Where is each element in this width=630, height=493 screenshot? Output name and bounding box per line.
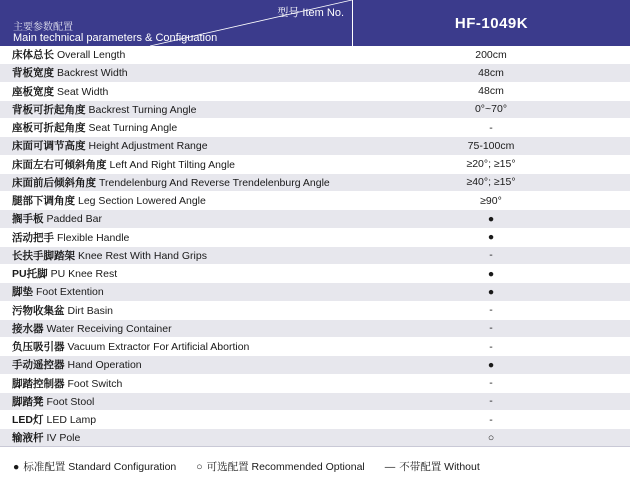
parameter-name-cn: 座板宽度 <box>12 85 54 98</box>
legend <box>13 459 480 474</box>
table-row <box>0 137 630 155</box>
parameter-name-en: Foot Switch <box>67 377 123 390</box>
parameter-name-en: Backrest Width <box>57 67 128 80</box>
table-row <box>0 302 630 320</box>
parameter-name-cn: 腿部下调角度 <box>12 195 75 208</box>
parameter-name-en: Overall Length <box>57 49 126 62</box>
parameters-label-cn: 主要参数配置 <box>13 22 73 33</box>
table-row <box>0 393 630 411</box>
table-row <box>0 283 630 301</box>
parameter-name <box>0 138 352 153</box>
parameter-value: ≥20°; ≥15° <box>466 158 516 171</box>
parameter-value: ● <box>487 285 495 298</box>
parameter-name <box>0 84 352 99</box>
parameter-value: ● <box>487 231 495 244</box>
parameter-value: - <box>489 395 493 408</box>
parameter-value: - <box>489 413 493 426</box>
parameter-value: ≥90° <box>480 194 502 207</box>
parameter-name <box>0 430 352 445</box>
parameter-name <box>0 157 352 172</box>
parameter-name-en: Vacuum Extractor For Artificial Abortion <box>67 341 250 354</box>
parameter-name <box>0 394 352 409</box>
parameter-name-cn: 床面前后倾斜角度 <box>12 176 96 189</box>
parameter-name-cn: 床面可调节高度 <box>12 140 86 153</box>
parameter-name <box>0 321 352 336</box>
parameter-name <box>0 266 352 281</box>
parameter-name <box>0 412 352 427</box>
parameter-name-cn: 脚垫 <box>12 286 33 299</box>
parameter-name-cn: 脚踏凳 <box>12 395 44 408</box>
parameter-name-cn: 活动把手 <box>12 231 54 244</box>
parameter-value: - <box>489 340 493 353</box>
table-row <box>0 64 630 82</box>
parameter-name-cn: 污物收集盆 <box>12 304 65 317</box>
parameter-value: 200cm <box>475 48 507 61</box>
parameter-name <box>0 211 352 226</box>
table-row <box>0 375 630 393</box>
legend-text: 标准配置 Standard Configuration <box>23 461 177 473</box>
parameter-value: - <box>489 249 493 262</box>
table-row <box>0 192 630 210</box>
parameter-name-en: Foot Stool <box>46 395 95 408</box>
parameter-name-en: Left And Right Tilting Angle <box>109 158 236 171</box>
parameter-name-cn: 背板可折起角度 <box>12 103 86 116</box>
parameter-name <box>0 357 352 372</box>
table-row <box>0 119 630 137</box>
parameter-name-en: Seat Turning Angle <box>88 122 178 135</box>
parameter-name-cn: LED灯 <box>12 414 44 427</box>
table-row <box>0 46 630 64</box>
table-row <box>0 229 630 247</box>
parameter-name-en: LED Lamp <box>46 414 97 427</box>
table-header <box>0 0 630 46</box>
table-bottom-divider <box>0 446 630 447</box>
model-column-label: 型号 Item No. <box>277 7 344 19</box>
parameter-name-en: Foot Extention <box>36 286 104 299</box>
parameter-value: - <box>489 121 493 134</box>
parameter-name <box>0 193 352 208</box>
parameter-name-en: Hand Operation <box>67 359 142 372</box>
parameter-value: ● <box>487 267 495 280</box>
header-parameter-cell <box>0 0 353 46</box>
parameter-name-cn: 负压吸引器 <box>12 341 65 354</box>
legend-item <box>196 459 365 474</box>
parameter-name-en: Backrest Turning Angle <box>88 103 197 116</box>
model-name: HF-1049K <box>454 14 529 32</box>
parameter-name <box>0 376 352 391</box>
parameter-name-en: Trendelenburg And Reverse Trendelenburg Angle <box>99 176 330 189</box>
legend-symbol: ○ <box>196 461 203 473</box>
parameter-name <box>0 102 352 117</box>
parameter-name-cn: 床面左右可倾斜角度 <box>12 158 107 171</box>
parameter-name-en: Leg Section Lowered Angle <box>78 195 206 208</box>
parameter-name <box>0 303 352 318</box>
parameter-name <box>0 47 352 62</box>
table-row <box>0 429 630 447</box>
legend-symbol: ● <box>13 461 20 473</box>
spec-table-body <box>0 46 630 448</box>
parameter-name-cn: 背板宽度 <box>12 67 54 80</box>
parameter-name-en: IV Pole <box>46 432 81 445</box>
table-row <box>0 174 630 192</box>
parameter-name <box>0 65 352 80</box>
parameter-value: 0°~70° <box>474 103 508 116</box>
parameter-name-en: Seat Width <box>57 85 109 98</box>
legend-item <box>13 459 176 474</box>
parameter-name-cn: 座板可折起角度 <box>12 122 86 135</box>
parameter-name-en: PU Knee Rest <box>50 268 118 281</box>
table-row <box>0 265 630 283</box>
parameter-name <box>0 120 352 135</box>
table-row <box>0 156 630 174</box>
parameter-name-cn: PU托脚 <box>12 268 48 281</box>
parameter-name <box>0 175 352 190</box>
table-row <box>0 411 630 429</box>
parameter-value: ● <box>487 358 495 371</box>
parameter-name-cn: 输液杆 <box>12 432 44 445</box>
parameter-name-cn: 手动遥控器 <box>12 359 65 372</box>
legend-symbol: — <box>384 461 396 473</box>
table-row <box>0 338 630 356</box>
parameter-name-cn: 长扶手脚踏架 <box>12 249 75 262</box>
legend-text: 可选配置 Recommended Optional <box>206 461 365 473</box>
parameter-value: - <box>489 322 493 335</box>
parameter-name-cn: 床体总长 <box>12 49 54 62</box>
parameter-name-en: Padded Bar <box>46 213 102 226</box>
parameter-value: ≥40°; ≥15° <box>466 176 516 189</box>
parameter-name-en: Knee Rest With Hand Grips <box>78 249 207 262</box>
parameter-name-cn: 接水器 <box>12 322 44 335</box>
parameter-value: - <box>489 377 493 390</box>
table-row <box>0 210 630 228</box>
parameter-value: ● <box>487 212 495 225</box>
parameters-label-en: Main technical parameters & Configuation <box>13 32 218 44</box>
table-row <box>0 83 630 101</box>
legend-item <box>385 459 480 474</box>
parameter-name-cn: 搁手板 <box>12 213 44 226</box>
table-row <box>0 356 630 374</box>
parameter-name <box>0 248 352 263</box>
table-row <box>0 247 630 265</box>
parameter-value: 48cm <box>478 66 504 79</box>
table-row <box>0 320 630 338</box>
parameter-name <box>0 284 352 299</box>
parameter-name <box>0 339 352 354</box>
parameter-name-en: Water Receiving Container <box>46 322 172 335</box>
parameter-value: ○ <box>487 431 495 444</box>
parameter-name-en: Dirt Basin <box>67 304 114 317</box>
parameter-name-cn: 脚踏控制器 <box>12 377 65 390</box>
parameter-value: - <box>489 304 493 317</box>
parameter-value: 75-100cm <box>467 139 515 152</box>
parameter-name <box>0 230 352 245</box>
legend-text: 不带配置 Without <box>399 461 480 473</box>
parameter-name-en: Flexible Handle <box>57 231 130 244</box>
parameter-name-en: Height Adjustment Range <box>88 140 208 153</box>
parameter-value: 48cm <box>478 85 504 98</box>
table-row <box>0 101 630 119</box>
